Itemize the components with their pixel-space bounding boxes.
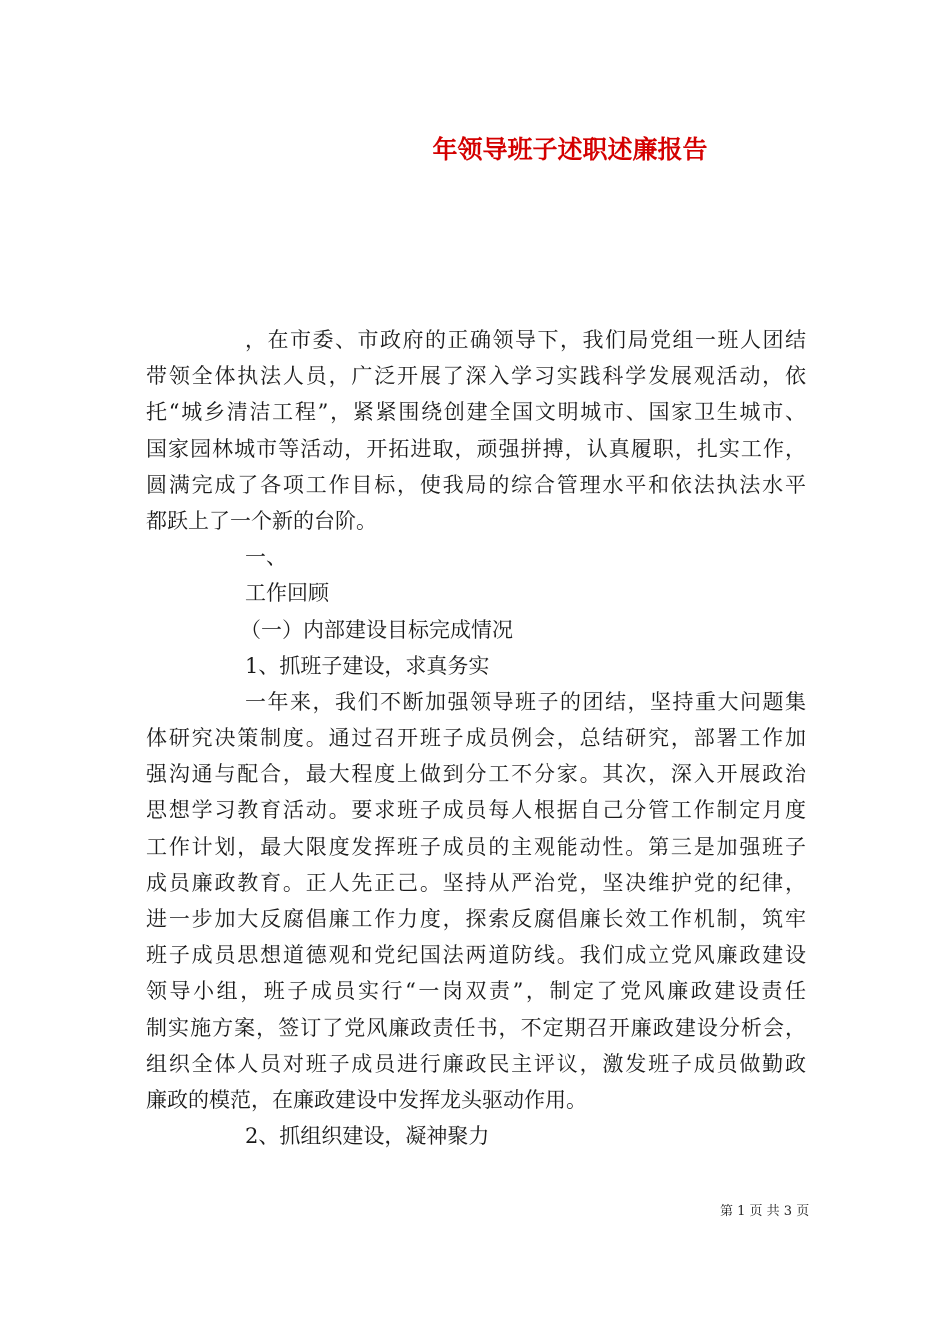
- body-line: 工作计划，最大限度发挥班子成员的主观能动性。第三是加强班子: [146, 834, 806, 859]
- body-line: 思想学习教育活动。要求班子成员每人根据自己分管工作制定月度: [146, 798, 806, 823]
- body-line: 带领全体执法人员，广泛开展了深入学习实践科学发展观活动，依: [146, 364, 806, 389]
- body-line: 强沟通与配合，最大程度上做到分工不分家。其次，深入开展政治: [146, 762, 806, 787]
- body-line: 体研究决策制度。通过召开班子成员例会，总结研究，部署工作加: [146, 726, 806, 751]
- subsection-heading: （一）内部建设目标完成情况: [240, 617, 513, 642]
- body-line: 班子成员思想道德观和党纪国法两道防线。我们成立党风廉政建设: [146, 943, 806, 968]
- document-body: [146, 322, 806, 1154]
- body-line: 托“城乡清洁工程”，紧紧围绕创建全国文明城市、国家卫生城市、: [146, 400, 806, 425]
- body-line: 都跃上了一个新的台阶。: [146, 508, 377, 533]
- body-line: 国家园林城市等活动，开拓进取，顽强拼搏，认真履职，扎实工作，: [146, 436, 806, 461]
- document-title: 年领导班子述职述廉报告: [432, 135, 708, 164]
- item-heading: 2、抓组织建设，凝神聚力: [245, 1124, 490, 1149]
- body-line: 一年来，我们不断加强领导班子的团结，坚持重大问题集: [245, 689, 806, 714]
- body-line: 圆满完成了各项工作目标，使我局的综合管理水平和依法执法水平: [146, 472, 806, 497]
- body-line: 成员廉政教育。正人先正己。坚持从严治党，坚决维护党的纪律，: [146, 870, 806, 895]
- body-line: 领导小组，班子成员实行“一岗双责”，制定了党风廉政建设责任: [146, 979, 806, 1004]
- page-number: 第 1 页 共 3 页: [720, 1204, 810, 1219]
- body-line: 制实施方案，签订了党风廉政责任书，不定期召开廉政建设分析会，: [146, 1015, 806, 1040]
- body-line: 组织全体人员对班子成员进行廉政民主评议，激发班子成员做勤政: [146, 1051, 806, 1076]
- body-line: 进一步加大反腐倡廉工作力度，探索反腐倡廉长效工作机制，筑牢: [146, 907, 806, 931]
- body-line: 廉政的模范，在廉政建设中发挥龙头驱动作用。: [146, 1087, 587, 1112]
- section-heading: 工作回顾: [245, 581, 329, 606]
- item-heading: 1、抓班子建设，求真务实: [245, 653, 490, 678]
- body-line: ，在市委、市政府的正确领导下，我们局党组一班人团结: [245, 328, 806, 352]
- section-number: 一、: [245, 545, 287, 570]
